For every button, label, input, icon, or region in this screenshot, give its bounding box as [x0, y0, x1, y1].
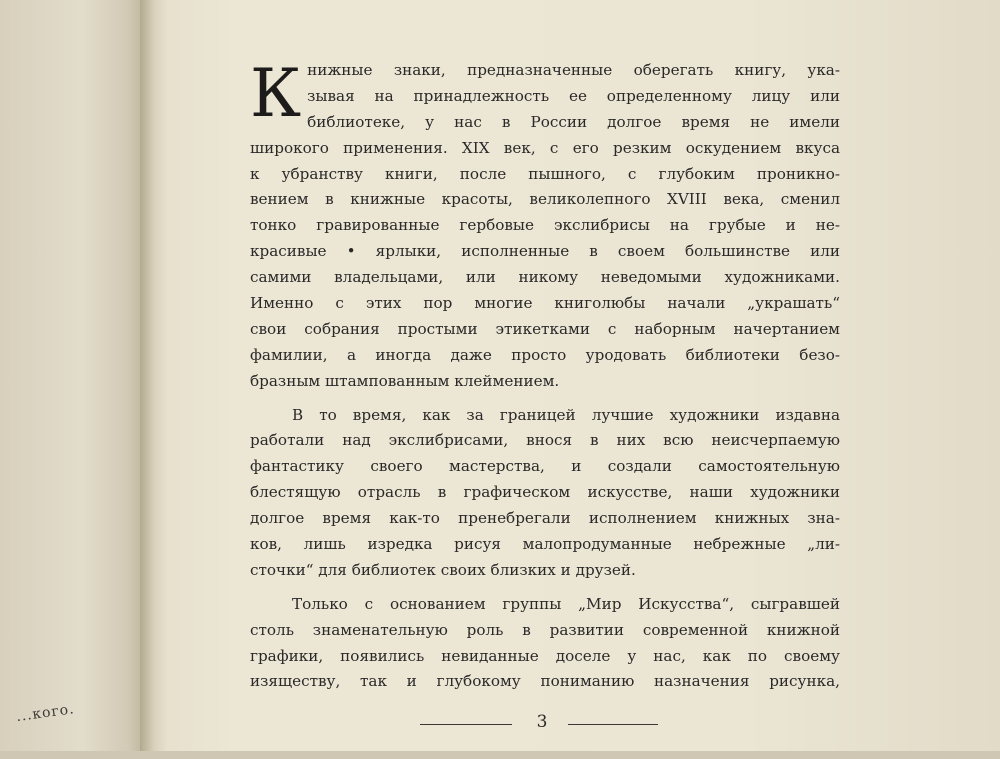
text-line: фантастику своего мастерства, и создали самостоятельную [250, 457, 840, 476]
text-line: графики, появились невиданные доселе у нас, как по своему [250, 646, 840, 665]
text-line: сточки“ для библиотек своих близких и друзей. [250, 560, 636, 579]
text-line: к убранству книги, после пышного, с глубоким проникно- [250, 164, 840, 183]
text-line: Только с основанием группы „Мир Искусства“, сыгравшей [292, 594, 840, 613]
text-line: красивые • ярлыки, исполненные в своем большинстве или [250, 242, 840, 261]
drop-cap-letter: К [250, 55, 302, 132]
text-line: нижные знаки, предназначенные оберегать книгу, ука- [307, 61, 840, 79]
text-line: библиотеке, у нас в России долгое время не имели [307, 112, 840, 131]
footer-rule-left [420, 724, 512, 725]
text-line: изяществу, так и глубокому пониманию назначения рисунка, [250, 672, 840, 691]
text-line: долгое время как-то пренебрегали исполнением книжных зна- [250, 509, 840, 528]
text-line: самими владельцами, или никому неведомыми художниками. [250, 268, 840, 287]
paragraph-3 [250, 592, 840, 696]
paragraph-2 [250, 403, 840, 584]
text-line: блестящую отрасль в графическом искусстве, наши художники [250, 483, 840, 502]
page-body-text [250, 55, 840, 695]
text-line: В то время, как за границей лучшие художники издавна [292, 405, 840, 424]
text-line: работали над экслибрисами, внося в них всю неисчерпаемую [250, 431, 840, 450]
book-gutter [140, 0, 166, 751]
text-line: тонко гравированные гербовые экслибрисы на грубые и не- [250, 216, 840, 235]
left-page-text-fragment: ...кого. [15, 701, 76, 726]
page-number: 3 [536, 712, 548, 732]
page-footer [420, 712, 680, 736]
footer-rule-right [568, 724, 658, 725]
text-line: зывая на принадлежность ее определенному лицу или [307, 86, 840, 105]
paragraph-1 [250, 55, 840, 395]
text-line: столь знаменательную роль в развитии современной книжной [250, 620, 840, 639]
text-line: Именно с этих пор многие книголюбы начали „украшать“ [250, 294, 840, 313]
text-line: бразным штампованным клеймением. [250, 371, 560, 390]
text-line: ков, лишь изредка рисуя малопродуманные небрежные „ли- [250, 535, 840, 554]
text-line: широкого применения. XIX век, с его резким оскудением вкуса [250, 138, 840, 157]
text-line: вением в книжные красоты, великолепного XVIII века, сменил [250, 190, 840, 209]
text-line: фамилии, а иногда даже просто уродовать библиотеки безо- [250, 345, 840, 364]
left-page [0, 0, 150, 751]
text-line: свои собрания простыми этикетками с наборным начертанием [250, 319, 840, 338]
